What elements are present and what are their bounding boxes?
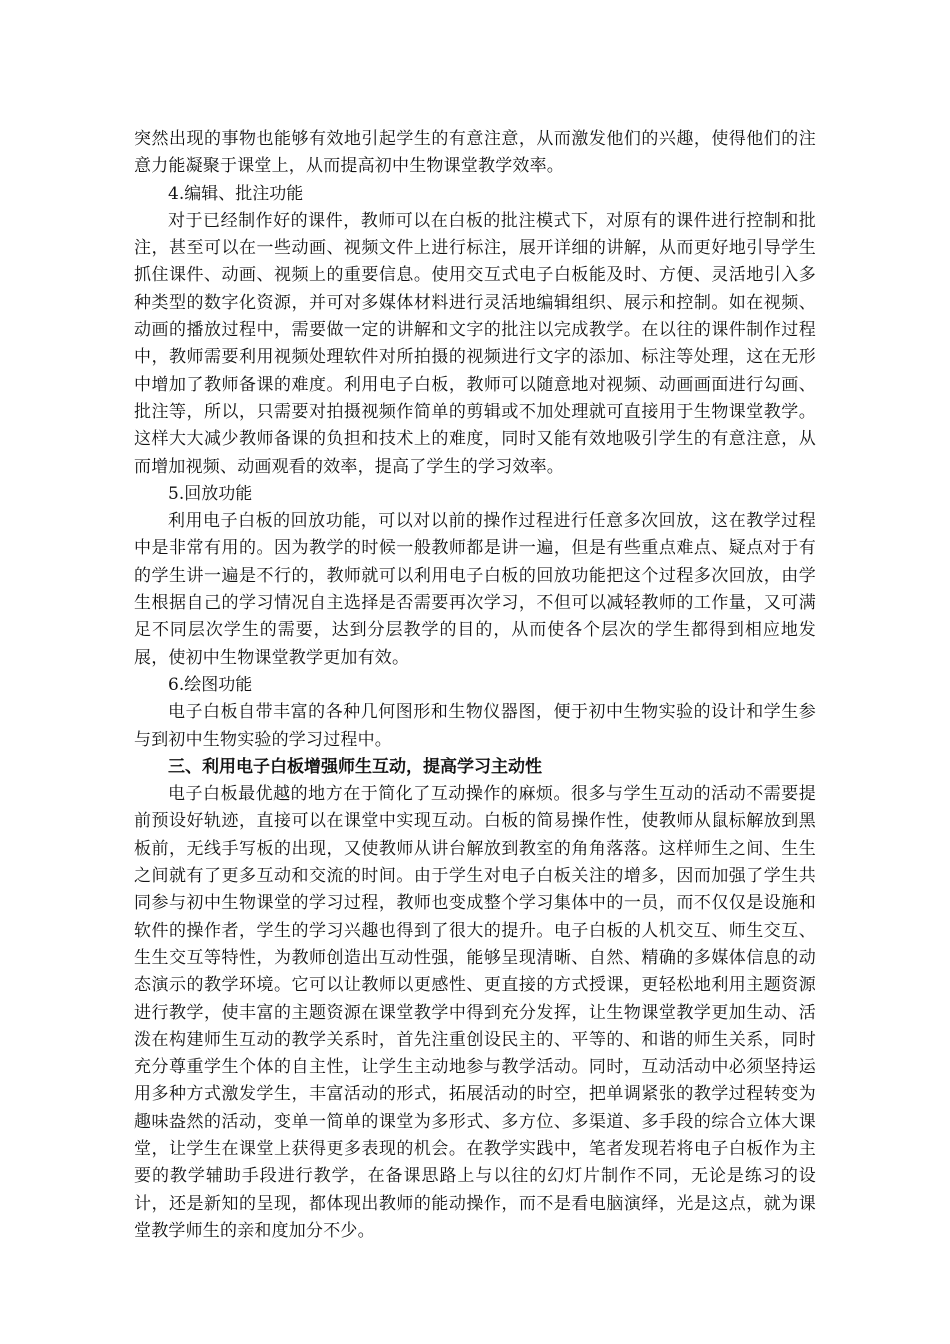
paragraph-interaction: 电子白板最优越的地方在于简化了互动操作的麻烦。很多与学生互动的活动不需要提前预设好轨迹，直接可以在课堂中实现互动。白板的简易操作性，使教师从鼠标解放到黑板前，无线手写板的出现，又使教师从讲台解放到教室的角角落落。这样师生之间、生生之间就有了更多互动和交流的时间。由于学生对电子白板关注的增多，因而加强了学生共同参与初中生物课堂的学习过程，教师也变成整个学习集体中的一员，而不仅仅是设施和软件的操作者，学生的学习兴趣也得到了很大的提升。电子白板的人机交互、师生交互、生生交互等特性，为教师创造出互动性强，能够呈现清晰、自然、精确的多媒体信息的动态演示的教学环境。它可以让教师以更感性、更直接的方式授课，更轻松地利用主题资源进行教学，使丰富的主题资源在课堂教学中得到充分发挥，让生物课堂教学更加生动、活泼在构建师生互动的教学关系时，首先注重创设民主的、平等的、和谐的师生关系，同时充分尊重学生个体的自主性，让学生主动地参与教学活动。同时，互动活动中必须坚持运用多种方式激发学生，丰富活动的形式，拓展活动的时空，把单调紧张的教学过程转变为趣味盎然的活动，变单一简单的课堂为多形式、多方位、多渠道、多手段的综合立体大课堂，让学生在课堂上获得更多表现的机会。在教学实践中，笔者发现若将电子白板作为主要的教学辅助手段进行教学，在备课思路上与以往的幻灯片制作不同，无论是练习的设计，还是新知的呈现，都体现出教师的能动操作，而不是看电脑演绎，光是这点，就为课堂教学师生的亲和度加分不少。: [134, 784, 816, 1241]
heading-replay: 5.回放功能: [168, 483, 253, 504]
section-heading-3: 三、利用电子白板增强师生互动，提高学习主动性: [168, 756, 542, 777]
document-page: [134, 126, 816, 1245]
paragraph-edit-annotate: 对于已经制作好的课件，教师可以在白板的批注模式下，对原有的课件进行控制和批注，甚至可以在一些动画、视频文件上进行标注，展开详细的讲解，从而更好地引导学生抓住课件、动画、视频上的重要信息。使用交互式电子白板能及时、方便、灵活地引入多种类型的数字化资源，并可对多媒体材料进行灵活地编辑组织、展示和控制。如在视频、动画的播放过程中，需要做一定的讲解和文字的批注以完成教学。在以往的课件制作过程中，教师需要利用视频处理软件对所拍摄的视频进行文字的添加、标注等处理，这在无形中增加了教师备课的难度。利用电子白板，教师可以随意地对视频、动画画面进行勾画、批注等，所以，只需要对拍摄视频作简单的剪辑或不加处理就可直接用于生物课堂教学。这样大大减少教师备课的负担和技术上的难度，同时又能有效地吸引学生的有意注意，从而增加视频、动画观看的效率，提高了学生的学习效率。: [134, 210, 816, 477]
paragraph-replay: 利用电子白板的回放功能，可以对以前的操作过程进行任意多次回放，这在教学过程中是非常有用的。因为教学的时候一般教师都是讲一遍，但是有些重点难点、疑点对于有的学生讲一遍是不行的，教师就可以利用电子白板的回放功能把这个过程多次回放，由学生根据自己的学习情况自主选择是否需要再次学习，不但可以减轻教师的工作量，又可满足不同层次学生的需要，达到分层教学的目的，从而使各个层次的学生都得到相应地发展，使初中生物课堂教学更加有效。: [134, 511, 816, 668]
heading-drawing: 6.绘图功能: [168, 674, 253, 695]
paragraph-drawing: 电子白板自带丰富的各种几何图形和生物仪器图，便于初中生物实验的设计和学生参与到初中生物实验的学习过程中。: [134, 702, 816, 750]
heading-edit-annotate: 4.编辑、批注功能: [168, 183, 304, 204]
paragraph-intro: 突然出现的事物也能够有效地引起学生的有意注意，从而激发他们的兴趣，使得他们的注意力能凝聚于课堂上，从而提高初中生物课堂教学效率。: [134, 129, 816, 177]
